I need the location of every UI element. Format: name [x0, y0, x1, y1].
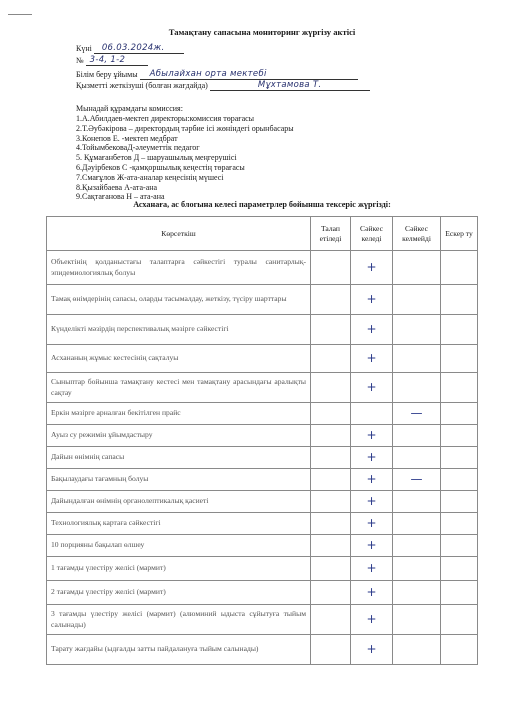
date-line: [76, 43, 184, 54]
compliant-cell: +: [351, 635, 393, 665]
responsible-line: [76, 80, 370, 91]
indicator-cell: 3 тағамды үлестіру желісі (мармит) (алюминий ыдыста сұйытуға тыйым салынады): [47, 605, 311, 635]
noncompliant-cell: [393, 373, 441, 403]
top-mark: [8, 14, 32, 15]
indicator-cell: Ауыз су режимін ұйымдастыру: [47, 425, 311, 447]
table-row: [47, 285, 478, 315]
member-item: 7.Смағұлов Ж-ата-аналар кеңесінің мүшесі: [76, 172, 224, 182]
compliant-cell: +: [351, 425, 393, 447]
member-item: 9.Сақтағанова Н – ата-ана: [76, 192, 165, 202]
table-row: [47, 315, 478, 345]
table-row: [47, 447, 478, 469]
member-item: 2.Т.Әубәкірова – директордың тәрбие ісі жөніндегі орынбасары: [76, 123, 294, 133]
number-label: №: [76, 56, 84, 65]
indicator-cell: 2 тағамды үлестіру желісі (мармит): [47, 581, 311, 605]
required-cell: [311, 447, 351, 469]
compliant-cell: +: [351, 251, 393, 285]
table-row: [47, 513, 478, 535]
indicator-cell: Тамақ өнімдерінің сапасы, оларды тасымалдау, жеткізу, түсіру шарттары: [47, 285, 311, 315]
required-cell: [311, 425, 351, 447]
date-field: [94, 43, 184, 54]
required-cell: [311, 535, 351, 557]
noncompliant-cell: [393, 605, 441, 635]
school-line: [76, 69, 358, 80]
required-cell: [311, 513, 351, 535]
indicator-cell: Тарату жағдайы (ыдғалды затты пайдалануға тыйым салынады): [47, 635, 311, 665]
compliant-cell: +: [351, 557, 393, 581]
indicator-cell: Күнделікті мәзірдің перспективалық мәзірге сәйкестігі: [47, 315, 311, 345]
responsible-value: Мұхтамова Т.: [257, 80, 322, 90]
school-field: [140, 69, 358, 80]
required-cell: [311, 491, 351, 513]
number-line: [76, 55, 148, 66]
inspection-table: [46, 216, 478, 665]
compliant-cell: +: [351, 469, 393, 491]
responsible-label: Қызметті жеткізуші (болған жағдайда): [76, 81, 208, 90]
note-cell: [441, 447, 478, 469]
note-cell: [441, 373, 478, 403]
noncompliant-cell: [393, 425, 441, 447]
required-cell: [311, 635, 351, 665]
noncompliant-cell: [393, 581, 441, 605]
compliant-cell: +: [351, 513, 393, 535]
compliant-cell: +: [351, 581, 393, 605]
compliant-cell: +: [351, 373, 393, 403]
header-noncompliant: Сәйкес келмейді: [393, 217, 441, 251]
noncompliant-cell: [393, 345, 441, 373]
note-cell: [441, 315, 478, 345]
noncompliant-cell: —: [393, 403, 441, 425]
document-title: Тамақтану сапасына мониторинг жүргізу актісі: [168, 27, 356, 37]
indicator-cell: Сыныптар бойынша тамақтану кестесі мен тамақтану арасындағы аралықты сақтау: [47, 373, 311, 403]
table-row: [47, 251, 478, 285]
date-value: 06.03.2024ж.: [101, 43, 165, 53]
commission-members: [76, 114, 294, 202]
indicator-cell: Дайын өнімнің сапасы: [47, 447, 311, 469]
indicator-cell: Объектінің қолданыстағы талаптарға сәйкестігі туралы санитарлық-эпидемиологиялық болуы: [47, 251, 311, 285]
compliant-cell: +: [351, 491, 393, 513]
note-cell: [441, 513, 478, 535]
table-row: [47, 469, 478, 491]
noncompliant-cell: [393, 535, 441, 557]
note-cell: [441, 251, 478, 285]
table-row: [47, 345, 478, 373]
table-row: [47, 491, 478, 513]
member-item: 6.Дәуірбеков С -қамқоршылық кеңестің төрағасы: [76, 162, 245, 172]
note-cell: [441, 581, 478, 605]
compliant-cell: +: [351, 345, 393, 373]
noncompliant-cell: [393, 557, 441, 581]
noncompliant-cell: [393, 251, 441, 285]
noncompliant-cell: [393, 635, 441, 665]
compliant-cell: +: [351, 315, 393, 345]
compliant-cell: [351, 403, 393, 425]
member-item: 1.А.Абилдаев-мектеп директоры:комиссия төрағасы: [76, 114, 255, 123]
table-row: [47, 373, 478, 403]
indicator-cell: Бақылаудағы тағамның болуы: [47, 469, 311, 491]
noncompliant-cell: [393, 447, 441, 469]
required-cell: [311, 373, 351, 403]
responsible-field: [210, 80, 370, 91]
noncompliant-cell: [393, 491, 441, 513]
required-cell: [311, 557, 351, 581]
date-label: Күні: [76, 44, 92, 53]
school-value: Абылайхан орта мектебі: [149, 69, 267, 79]
note-cell: [441, 469, 478, 491]
note-cell: [441, 345, 478, 373]
note-cell: [441, 285, 478, 315]
note-cell: [441, 425, 478, 447]
indicator-cell: Технологиялық картаға сәйкестігі: [47, 513, 311, 535]
required-cell: [311, 345, 351, 373]
table-row: [47, 557, 478, 581]
table-row: [47, 581, 478, 605]
header-compliant: Сәйкес келеді: [351, 217, 393, 251]
inspection-subtitle: Асханаға, ас блогына келесі параметрлер бойынша тексеріс жүргізді:: [133, 200, 391, 209]
compliant-cell: +: [351, 535, 393, 557]
required-cell: [311, 469, 351, 491]
member-item: 4.ТойымбековаД-әлеуметтік педагог: [76, 143, 200, 153]
indicator-cell: 1 тағамды үлестіру желісі (мармит): [47, 557, 311, 581]
note-cell: [441, 491, 478, 513]
member-item: 5. Құмағанбетов Д – шаруашылық меңгерушісі: [76, 153, 237, 163]
noncompliant-cell: [393, 315, 441, 345]
table-row: [47, 403, 478, 425]
compliant-cell: +: [351, 285, 393, 315]
compliant-cell: +: [351, 605, 393, 635]
number-field: [86, 55, 148, 66]
required-cell: [311, 581, 351, 605]
note-cell: [441, 557, 478, 581]
noncompliant-cell: —: [393, 469, 441, 491]
indicator-cell: Дайындалған өнімнің органолептикалық қасиеті: [47, 491, 311, 513]
note-cell: [441, 403, 478, 425]
table-header-row: [47, 217, 478, 251]
noncompliant-cell: [393, 285, 441, 315]
member-item: 8.Қызайбаева А-ата-ана: [76, 182, 158, 192]
header-required: Талап етіледі: [311, 217, 351, 251]
required-cell: [311, 403, 351, 425]
commission-intro: Мынадай құрамдағы комиссия:: [76, 104, 183, 113]
noncompliant-cell: [393, 513, 441, 535]
header-indicator: Көрсеткіш: [47, 217, 311, 251]
indicator-cell: Еркін мәзірге арналған бекітілген прайс: [47, 403, 311, 425]
required-cell: [311, 605, 351, 635]
note-cell: [441, 635, 478, 665]
header-note: Ескер ту: [441, 217, 478, 251]
table-row: [47, 535, 478, 557]
table-row: [47, 635, 478, 665]
required-cell: [311, 251, 351, 285]
required-cell: [311, 285, 351, 315]
note-cell: [441, 535, 478, 557]
indicator-cell: 10 порцияны бақылап өлшеу: [47, 535, 311, 557]
table-row: [47, 425, 478, 447]
note-cell: [441, 605, 478, 635]
table-row: [47, 605, 478, 635]
compliant-cell: +: [351, 447, 393, 469]
required-cell: [311, 315, 351, 345]
indicator-cell: Асхананың жұмыс кестесінің сақталуы: [47, 345, 311, 373]
member-item: 3.Конепов Е. -мектеп медбрат: [76, 133, 178, 143]
school-label: Білім беру ұйымы: [76, 70, 138, 79]
number-value: 3-4, 1-2: [89, 55, 126, 65]
